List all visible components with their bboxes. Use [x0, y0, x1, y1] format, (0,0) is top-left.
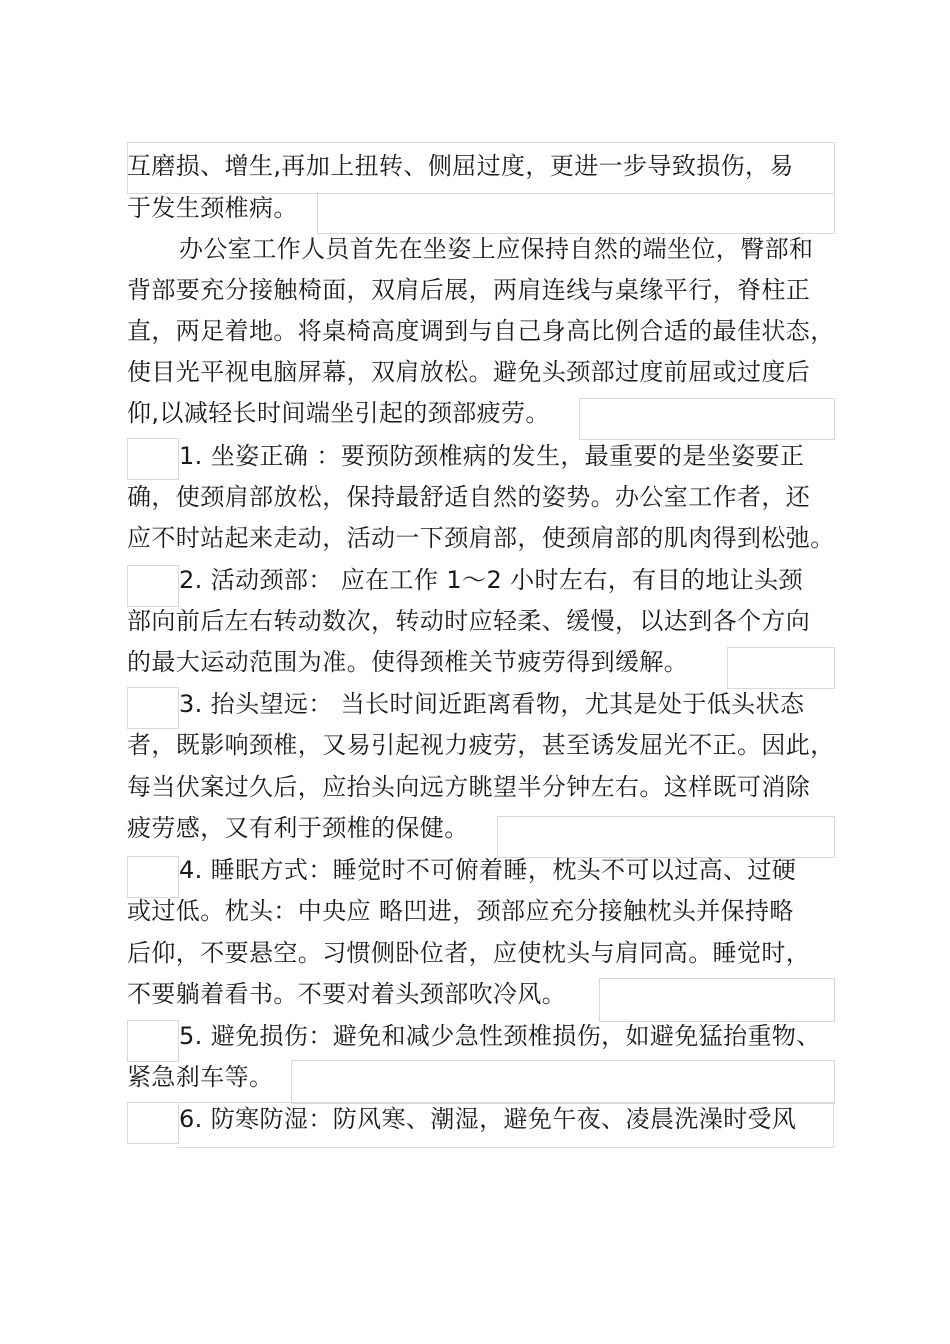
text-line: 或过低。枕头：中央应 略凹进，颈部应充分接触枕头并保持略 — [127, 897, 794, 925]
table-border — [579, 398, 835, 440]
text-line: 1. 坐姿正确 ：要预防颈椎病的发生，最重要的是坐姿要正 — [179, 442, 805, 470]
text-line: 2. 活动颈部： 应在工作 1～2 小时左右，有目的地让头颈 — [179, 566, 803, 594]
text-line: 应不时站起来走动，活动一下颈肩部，使颈肩部的肌肉得到松弛。 — [127, 524, 835, 552]
text-line: 6. 防寒防湿：防风寒、潮湿，避免午夜、凌晨洗澡时受风 — [179, 1105, 797, 1133]
text-line: 不要躺着看书。不要对着头颈部吹冷风。 — [127, 980, 567, 1008]
text-line: 仰,以减轻长时间端坐引起的颈部疲劳。 — [127, 399, 550, 427]
text-line: 5. 避免损伤：避免和减少急性颈椎损伤，如避免猛抬重物、 — [179, 1022, 821, 1050]
text-line: 紧急刹车等。 — [127, 1063, 274, 1091]
table-border — [727, 647, 835, 689]
text-line: 4. 睡眠方式：睡觉时不可俯着睡，枕头不可以过高、过硬 — [179, 856, 797, 884]
text-line: 使目光平视电脑屏幕，双肩放松。避免头颈部过度前屈或过度后 — [127, 358, 811, 386]
text-line: 者，既影响颈椎，又易引起视力疲劳，甚至诱发屈光不正。因此， — [127, 731, 835, 759]
table-border — [127, 438, 179, 480]
text-line: 部向前后左右转动数次，转动时应轻柔、缓慢，以达到各个方向 — [127, 607, 811, 635]
text-line: 疲劳感，又有利于颈椎的保健。 — [127, 814, 469, 842]
text-line: 后仰，不要悬空。习惯侧卧位者，应使枕头与肩同高。睡觉时， — [127, 939, 811, 967]
text-line: 互磨损、增生,再加上扭转、侧屈过度，更进一步导致损伤，易 — [127, 152, 794, 180]
table-border — [127, 687, 179, 729]
text-line: 背部要充分接触椅面，双肩后展，两肩连线与桌缘平行，脊柱正 — [127, 276, 811, 304]
text-line: 的最大运动范围为准。使得颈椎关节疲劳得到缓解。 — [127, 648, 689, 676]
text-line: 直，两足着地。将桌椅高度调到与自己身高比例合适的最佳状态， — [127, 317, 835, 345]
table-border — [127, 1102, 179, 1144]
table-border — [127, 1020, 179, 1062]
table-border — [291, 1060, 835, 1104]
table-border — [317, 192, 835, 234]
text-line: 3. 抬头望远： 当长时间近距离看物，尤其是处于低头状态 — [179, 690, 805, 718]
text-line: 于发生颈椎病。 — [127, 194, 298, 222]
text-line: 每当伏案过久后，应抬头向远方眺望半分钟左右。这样既可消除 — [127, 773, 811, 801]
text-line: 办公室工作人员首先在坐姿上应保持自然的端坐位，臀部和 — [179, 235, 814, 263]
text-line: 确，使颈肩部放松，保持最舒适自然的姿势。办公室工作者，还 — [127, 483, 811, 511]
